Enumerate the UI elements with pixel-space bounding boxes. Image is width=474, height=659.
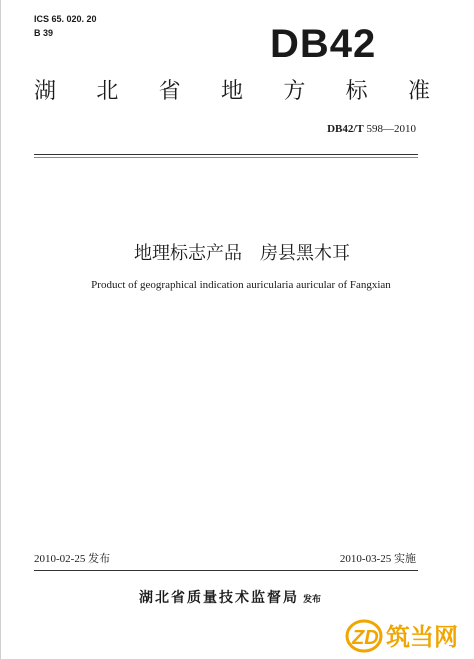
footer-divider bbox=[34, 570, 418, 571]
header-divider bbox=[34, 154, 418, 155]
page-edge bbox=[0, 0, 1, 659]
standard-type-char: 北 bbox=[96, 79, 119, 104]
title-english: Product of geographical indication auricularia auricular of Fangxian bbox=[91, 279, 391, 291]
issue-date: 2010-02-25 发布 bbox=[34, 553, 111, 565]
standard-number-prefix: DB42/T bbox=[327, 123, 364, 135]
db42-logo: DB42 bbox=[270, 22, 377, 66]
watermark-logo bbox=[344, 614, 472, 654]
standard-type-char: 标 bbox=[345, 79, 368, 104]
title-chinese-part2: 房县黑木耳 bbox=[260, 243, 350, 264]
publisher-verb: 发布 bbox=[302, 595, 321, 605]
watermark-logo-graphic bbox=[344, 614, 472, 654]
standard-type-char: 地 bbox=[220, 79, 243, 104]
title-chinese-part1: 地理标志产品 bbox=[134, 243, 242, 264]
standard-type-char: 方 bbox=[283, 79, 306, 104]
ccs-code: B 39 bbox=[34, 28, 54, 38]
standard-type-char: 省 bbox=[158, 79, 181, 104]
publisher bbox=[0, 587, 474, 610]
title-chinese bbox=[0, 242, 474, 266]
standard-number bbox=[327, 122, 416, 136]
header-divider-secondary bbox=[34, 157, 418, 158]
standard-type-heading bbox=[34, 78, 430, 106]
publisher-org: 湖北省质量技术监督局 bbox=[138, 590, 299, 606]
ics-code: ICS 65. 020. 20 bbox=[34, 14, 97, 24]
watermark-zd-text: ZD bbox=[352, 627, 379, 649]
standard-number-value: 598—2010 bbox=[363, 123, 416, 135]
standard-type-char: 准 bbox=[407, 79, 430, 104]
implementation-date: 2010-03-25 实施 bbox=[339, 553, 416, 565]
standard-type-char: 湖 bbox=[34, 79, 57, 104]
watermark-site-text: 筑当网 bbox=[386, 623, 458, 651]
